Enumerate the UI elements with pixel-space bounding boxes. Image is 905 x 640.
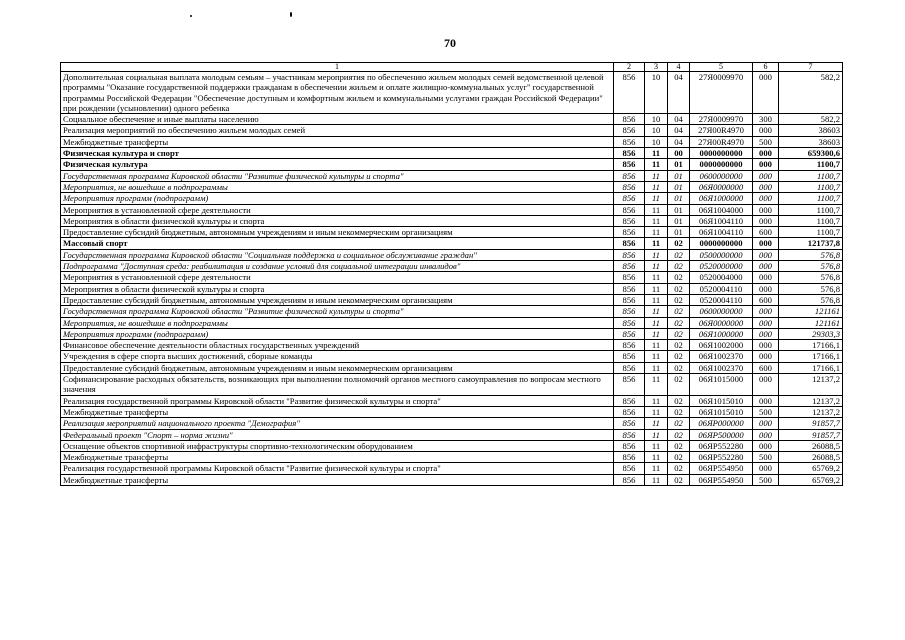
expense-type-code: 000: [753, 238, 779, 249]
target-article-code: 06Я1015010: [690, 395, 753, 406]
table-row: [61, 159, 843, 170]
row-description: Реализация мероприятий по обеспечению жильем молодых семей: [61, 125, 614, 136]
section-code: 11: [645, 406, 668, 417]
section-code: 11: [645, 328, 668, 339]
table-row: [61, 170, 843, 181]
target-article-code: 06Я1004000: [690, 204, 753, 215]
row-description: Физическая культура: [61, 159, 614, 170]
target-article-code: 0500000000: [690, 249, 753, 260]
amount: 121737,8: [779, 238, 843, 249]
section-code: 11: [645, 418, 668, 429]
ministry-code: 856: [614, 294, 645, 305]
table-row: [61, 351, 843, 362]
subsection-code: 02: [668, 283, 690, 294]
table-row: [61, 429, 843, 440]
amount: 17166,1: [779, 351, 843, 362]
row-description: Межбюджетные трансферты: [61, 474, 614, 485]
section-code: 10: [645, 136, 668, 147]
target-article-code: 0000000000: [690, 148, 753, 159]
expense-type-code: 000: [753, 125, 779, 136]
ministry-code: 856: [614, 181, 645, 192]
target-article-code: 06ЯР554950: [690, 463, 753, 474]
table-row: [61, 114, 843, 125]
section-code: 11: [645, 204, 668, 215]
row-description: Предоставление субсидий бюджетным, автономным учреждениям и иным некоммерческим организациям: [61, 294, 614, 305]
row-description: Реализация государственной программы Кировской области "Развитие физической культуры и спорта": [61, 395, 614, 406]
expense-type-code: 000: [753, 72, 779, 114]
expense-type-code: 000: [753, 463, 779, 474]
target-article-code: 06ЯР552280: [690, 452, 753, 463]
amount: 26088,5: [779, 440, 843, 451]
column-header: 1: [61, 63, 614, 72]
scan-speck: [290, 12, 292, 17]
section-code: 11: [645, 181, 668, 192]
ministry-code: 856: [614, 272, 645, 283]
amount: 1100,7: [779, 181, 843, 192]
section-code: 11: [645, 170, 668, 181]
amount: 17166,1: [779, 362, 843, 373]
section-code: 11: [645, 215, 668, 226]
expense-type-code: 500: [753, 452, 779, 463]
expense-type-code: 000: [753, 317, 779, 328]
expense-type-code: 000: [753, 193, 779, 204]
target-article-code: 06ЯР500000: [690, 429, 753, 440]
expense-type-code: 000: [753, 328, 779, 339]
expense-type-code: 000: [753, 148, 779, 159]
table-row: [61, 283, 843, 294]
ministry-code: 856: [614, 72, 645, 114]
table-row: [61, 72, 843, 114]
expense-type-code: 600: [753, 227, 779, 238]
subsection-code: 02: [668, 452, 690, 463]
column-header: 5: [690, 63, 753, 72]
target-article-code: 0000000000: [690, 159, 753, 170]
row-description: Учреждения в сфере спорта высших достижений, сборные команды: [61, 351, 614, 362]
column-header: 2: [614, 63, 645, 72]
subsection-code: 02: [668, 351, 690, 362]
subsection-code: 02: [668, 306, 690, 317]
ministry-code: 856: [614, 429, 645, 440]
table-row: [61, 328, 843, 339]
column-header-row: [61, 63, 843, 72]
column-header: 4: [668, 63, 690, 72]
subsection-code: 00: [668, 148, 690, 159]
ministry-code: 856: [614, 249, 645, 260]
amount: 1100,7: [779, 159, 843, 170]
target-article-code: 06ЯР554950: [690, 474, 753, 485]
table-row: [61, 306, 843, 317]
amount: 576,8: [779, 294, 843, 305]
amount: 38603: [779, 125, 843, 136]
row-description: Реализация мероприятий национального проекта "Демография": [61, 418, 614, 429]
target-article-code: 0520004110: [690, 283, 753, 294]
ministry-code: 856: [614, 340, 645, 351]
subsection-code: 02: [668, 238, 690, 249]
table-row: [61, 125, 843, 136]
expense-type-code: 000: [753, 429, 779, 440]
row-description: Предоставление субсидий бюджетным, автономным учреждениям и иным некоммерческим организациям: [61, 227, 614, 238]
section-code: 11: [645, 440, 668, 451]
ministry-code: 856: [614, 227, 645, 238]
table-row: [61, 452, 843, 463]
section-code: 11: [645, 463, 668, 474]
ministry-code: 856: [614, 351, 645, 362]
expense-type-code: 000: [753, 261, 779, 272]
subsection-code: 01: [668, 159, 690, 170]
amount: 582,2: [779, 72, 843, 114]
amount: 659300,6: [779, 148, 843, 159]
table-row: [61, 440, 843, 451]
table-row: [61, 362, 843, 373]
amount: 29303,3: [779, 328, 843, 339]
row-description: Оснащение объектов спортивной инфраструктуры спортивно-технологическим оборудованием: [61, 440, 614, 451]
target-article-code: 27Я00R4970: [690, 125, 753, 136]
amount: 12137,2: [779, 406, 843, 417]
target-article-code: 0600000000: [690, 170, 753, 181]
row-description: Финансовое обеспечение деятельности областных государственных учреждений: [61, 340, 614, 351]
expense-type-code: 000: [753, 440, 779, 451]
subsection-code: 02: [668, 374, 690, 396]
subsection-code: 04: [668, 72, 690, 114]
subsection-code: 02: [668, 474, 690, 485]
row-description: Реализация государственной программы Кировской области "Развитие физической культуры и спорта": [61, 463, 614, 474]
subsection-code: 01: [668, 227, 690, 238]
ministry-code: 856: [614, 238, 645, 249]
section-code: 10: [645, 114, 668, 125]
ministry-code: 856: [614, 170, 645, 181]
row-description: Государственная программа Кировской области "Социальная поддержка и социальное обслуживание граждан": [61, 249, 614, 260]
row-description: Федеральный проект "Спорт – норма жизни": [61, 429, 614, 440]
expense-type-code: 500: [753, 474, 779, 485]
section-code: 11: [645, 395, 668, 406]
section-code: 11: [645, 317, 668, 328]
ministry-code: 856: [614, 125, 645, 136]
ministry-code: 856: [614, 395, 645, 406]
section-code: 11: [645, 159, 668, 170]
section-code: 11: [645, 452, 668, 463]
subsection-code: 02: [668, 406, 690, 417]
row-description: Предоставление субсидий бюджетным, автономным учреждениям и иным некоммерческим организациям: [61, 362, 614, 373]
expense-type-code: 000: [753, 215, 779, 226]
section-code: 11: [645, 148, 668, 159]
target-article-code: 06Я1004110: [690, 215, 753, 226]
row-description: Мероприятия, не вошедшие в подпрограммы: [61, 181, 614, 192]
table-row: [61, 374, 843, 396]
column-header: 6: [753, 63, 779, 72]
subsection-code: 02: [668, 294, 690, 305]
section-code: 11: [645, 193, 668, 204]
section-code: 11: [645, 294, 668, 305]
ministry-code: 856: [614, 261, 645, 272]
row-description: Межбюджетные трансферты: [61, 136, 614, 147]
subsection-code: 01: [668, 204, 690, 215]
expense-type-code: 000: [753, 283, 779, 294]
amount: 91857,7: [779, 418, 843, 429]
ministry-code: 856: [614, 193, 645, 204]
subsection-code: 02: [668, 328, 690, 339]
amount: 12137,2: [779, 374, 843, 396]
subsection-code: 01: [668, 170, 690, 181]
row-description: Государственная программа Кировской области "Развитие физической культуры и спорта": [61, 170, 614, 181]
expense-type-code: 000: [753, 170, 779, 181]
row-description: Подпрограмма "Доступная среда: реабилитация и создание условий для социальной интеграции инвалидов": [61, 261, 614, 272]
amount: 576,8: [779, 249, 843, 260]
subsection-code: 02: [668, 418, 690, 429]
expense-type-code: 000: [753, 159, 779, 170]
table-row: [61, 418, 843, 429]
subsection-code: 04: [668, 125, 690, 136]
section-code: 11: [645, 362, 668, 373]
section-code: 11: [645, 340, 668, 351]
target-article-code: 0520004000: [690, 272, 753, 283]
amount: 1100,7: [779, 215, 843, 226]
amount: 121161: [779, 317, 843, 328]
amount: 576,8: [779, 283, 843, 294]
target-article-code: 06Я0000000: [690, 181, 753, 192]
ministry-code: 856: [614, 159, 645, 170]
subsection-code: 02: [668, 440, 690, 451]
ministry-code: 856: [614, 362, 645, 373]
ministry-code: 856: [614, 114, 645, 125]
row-description: Массовый спорт: [61, 238, 614, 249]
target-article-code: 27Я0009970: [690, 114, 753, 125]
subsection-code: 02: [668, 340, 690, 351]
table-row: [61, 215, 843, 226]
amount: 121161: [779, 306, 843, 317]
ministry-code: 856: [614, 452, 645, 463]
expense-type-code: 000: [753, 418, 779, 429]
expense-type-code: 000: [753, 306, 779, 317]
section-code: 11: [645, 474, 668, 485]
ministry-code: 856: [614, 306, 645, 317]
subsection-code: 02: [668, 362, 690, 373]
table-row: [61, 136, 843, 147]
subsection-code: 01: [668, 215, 690, 226]
amount: 26088,5: [779, 452, 843, 463]
ministry-code: 856: [614, 463, 645, 474]
target-article-code: 27Я0009970: [690, 72, 753, 114]
amount: 576,8: [779, 261, 843, 272]
budget-table: [60, 62, 843, 486]
row-description: Дополнительная социальная выплата молодым семьям – участникам мероприятия по обеспечению жильем молодых семей ведомственной целевой программы "Оказание государственной поддержки гражданам в обеспечении жильем и оплате жилищно-коммунальных услуг" государственной программы Российской Федерации "Обеспечение доступным и комфортным жильем и коммунальными услугами граждан Российской Федерации" при рождении (усыновлении) одного ребенка: [61, 72, 614, 114]
section-code: 11: [645, 261, 668, 272]
section-code: 11: [645, 374, 668, 396]
amount: 17166,1: [779, 340, 843, 351]
subsection-code: 02: [668, 249, 690, 260]
expense-type-code: 500: [753, 406, 779, 417]
row-description: Межбюджетные трансферты: [61, 452, 614, 463]
row-description: Мероприятия, не вошедшие в подпрограммы: [61, 317, 614, 328]
target-article-code: 06Я1000000: [690, 193, 753, 204]
expense-type-code: 000: [753, 374, 779, 396]
ministry-code: 856: [614, 204, 645, 215]
subsection-code: 04: [668, 136, 690, 147]
table-row: [61, 261, 843, 272]
section-code: 11: [645, 306, 668, 317]
row-description: Мероприятия в области физической культуры и спорта: [61, 283, 614, 294]
subsection-code: 02: [668, 395, 690, 406]
expense-type-code: 000: [753, 395, 779, 406]
target-article-code: 06Я1002000: [690, 340, 753, 351]
ministry-code: 856: [614, 374, 645, 396]
target-article-code: 0520000000: [690, 261, 753, 272]
amount: 65769,2: [779, 463, 843, 474]
expense-type-code: 300: [753, 114, 779, 125]
section-code: 11: [645, 238, 668, 249]
target-article-code: 06Я1002370: [690, 362, 753, 373]
table-row: [61, 272, 843, 283]
row-description: Межбюджетные трансферты: [61, 406, 614, 417]
ministry-code: 856: [614, 215, 645, 226]
section-code: 11: [645, 227, 668, 238]
ministry-code: 856: [614, 418, 645, 429]
target-article-code: 06ЯР000000: [690, 418, 753, 429]
subsection-code: 02: [668, 463, 690, 474]
subsection-code: 02: [668, 272, 690, 283]
target-article-code: 06Я1015000: [690, 374, 753, 396]
table-row: [61, 227, 843, 238]
table-row: [61, 294, 843, 305]
target-article-code: 06Я1002370: [690, 351, 753, 362]
target-article-code: 06Я1000000: [690, 328, 753, 339]
column-header: 7: [779, 63, 843, 72]
ministry-code: 856: [614, 317, 645, 328]
table-row: [61, 395, 843, 406]
target-article-code: 06ЯР552280: [690, 440, 753, 451]
table-row: [61, 249, 843, 260]
row-description: Мероприятия программ (подпрограмм): [61, 193, 614, 204]
expense-type-code: 000: [753, 181, 779, 192]
target-article-code: 06Я1004110: [690, 227, 753, 238]
ministry-code: 856: [614, 406, 645, 417]
target-article-code: 06Я1015010: [690, 406, 753, 417]
section-code: 11: [645, 283, 668, 294]
subsection-code: 02: [668, 317, 690, 328]
row-description: Мероприятия в области физической культуры и спорта: [61, 215, 614, 226]
section-code: 11: [645, 272, 668, 283]
row-description: Мероприятия программ (подпрограмм): [61, 328, 614, 339]
expense-type-code: 000: [753, 249, 779, 260]
table-row: [61, 204, 843, 215]
table-row: [61, 463, 843, 474]
section-code: 11: [645, 429, 668, 440]
table-row: [61, 148, 843, 159]
target-article-code: 0000000000: [690, 238, 753, 249]
row-description: Мероприятия в установленной сфере деятельности: [61, 272, 614, 283]
row-description: Софинансирование расходных обязательств, возникающих при выполнении полномочий органов местного самоуправления по вопросам местного значения: [61, 374, 614, 396]
table-row: [61, 340, 843, 351]
amount: 1100,7: [779, 170, 843, 181]
expense-type-code: 000: [753, 351, 779, 362]
section-code: 11: [645, 249, 668, 260]
subsection-code: 01: [668, 181, 690, 192]
subsection-code: 02: [668, 261, 690, 272]
row-description: Мероприятия в установленной сфере деятельности: [61, 204, 614, 215]
amount: 38603: [779, 136, 843, 147]
amount: 1100,7: [779, 193, 843, 204]
subsection-code: 04: [668, 114, 690, 125]
ministry-code: 856: [614, 148, 645, 159]
expense-type-code: 000: [753, 272, 779, 283]
amount: 1100,7: [779, 227, 843, 238]
section-code: 10: [645, 125, 668, 136]
subsection-code: 02: [668, 429, 690, 440]
row-description: Государственная программа Кировской области "Развитие физической культуры и спорта": [61, 306, 614, 317]
table-row: [61, 317, 843, 328]
row-description: Социальное обеспечение и иные выплаты населению: [61, 114, 614, 125]
expense-type-code: 500: [753, 136, 779, 147]
subsection-code: 01: [668, 193, 690, 204]
expense-type-code: 600: [753, 362, 779, 373]
amount: 12137,2: [779, 395, 843, 406]
table-row: [61, 238, 843, 249]
amount: 91857,7: [779, 429, 843, 440]
table-row: [61, 181, 843, 192]
target-article-code: 0600000000: [690, 306, 753, 317]
ministry-code: 856: [614, 474, 645, 485]
table-row: [61, 193, 843, 204]
amount: 65769,2: [779, 474, 843, 485]
amount: 1100,7: [779, 204, 843, 215]
table-row: [61, 474, 843, 485]
expense-type-code: 600: [753, 294, 779, 305]
table-row: [61, 406, 843, 417]
page-number: 70: [444, 36, 456, 50]
section-code: 10: [645, 72, 668, 114]
target-article-code: 27Я00R4970: [690, 136, 753, 147]
ministry-code: 856: [614, 136, 645, 147]
expense-type-code: 000: [753, 204, 779, 215]
ministry-code: 856: [614, 283, 645, 294]
target-article-code: 0520004110: [690, 294, 753, 305]
table-body: [61, 63, 843, 486]
expense-type-code: 000: [753, 340, 779, 351]
amount: 576,8: [779, 272, 843, 283]
ministry-code: 856: [614, 440, 645, 451]
amount: 582,2: [779, 114, 843, 125]
ministry-code: 856: [614, 328, 645, 339]
section-code: 11: [645, 351, 668, 362]
row-description: Физическая культура и спорт: [61, 148, 614, 159]
column-header: 3: [645, 63, 668, 72]
target-article-code: 06Я0000000: [690, 317, 753, 328]
scan-speck: [190, 15, 192, 17]
